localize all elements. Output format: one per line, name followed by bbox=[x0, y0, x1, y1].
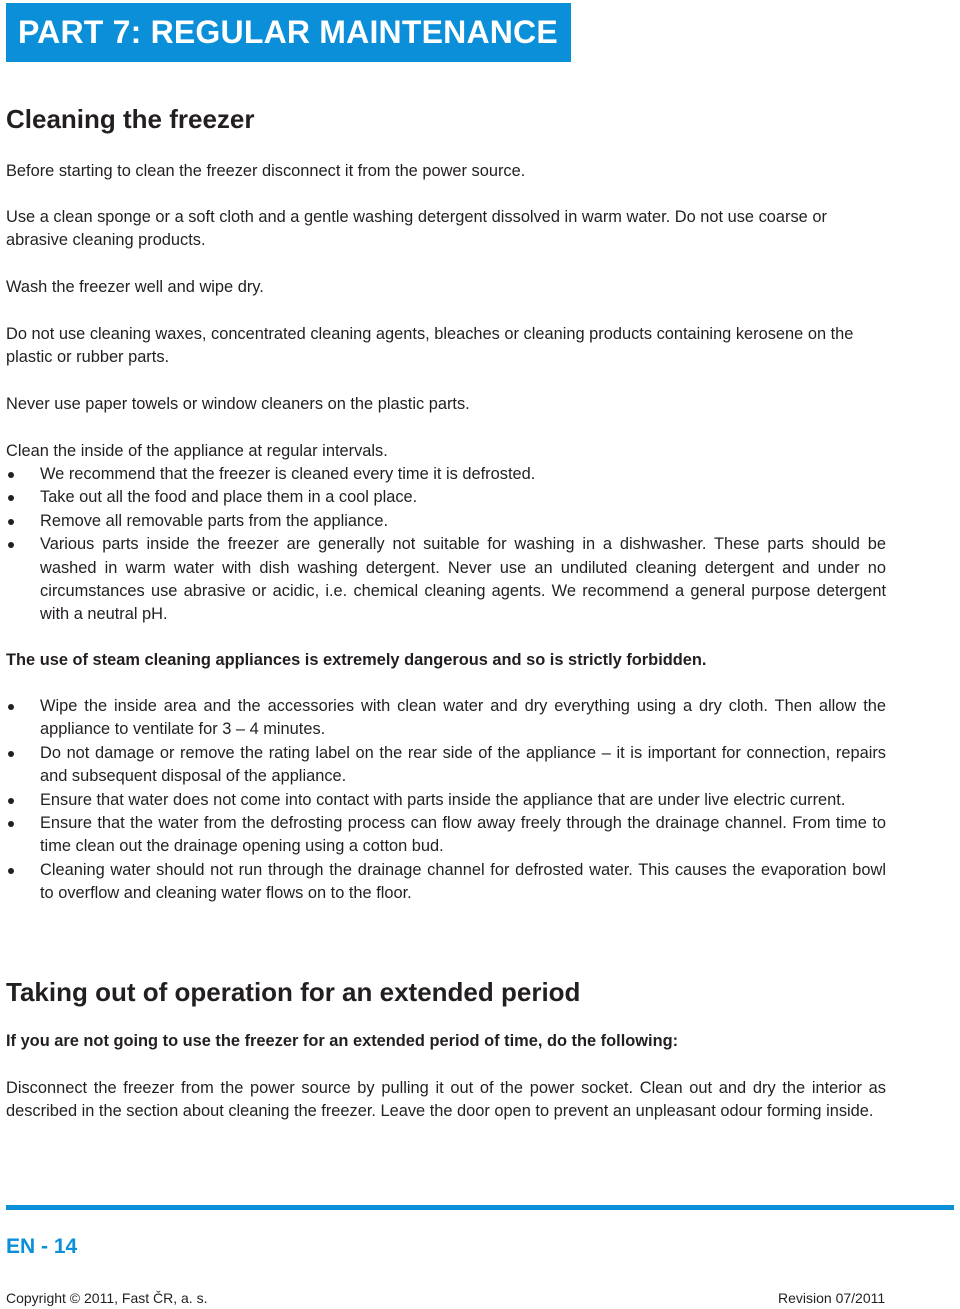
cleaning-list-1 bbox=[6, 463, 886, 627]
list-item: Ensure that water does not come into contact with parts inside the appliance that are under live electric current. bbox=[6, 789, 886, 812]
bullet-icon bbox=[8, 472, 14, 478]
bullet-icon bbox=[8, 519, 14, 525]
section-heading-extended: Taking out of operation for an extended period bbox=[6, 977, 581, 1007]
list-item: Various parts inside the freezer are generally not suitable for washing in a dishwasher. These parts should be washed in warm water with dish washing detergent. Never use an undiluted cleaning detergent and under no circumstances use abrasive or acidic, i.e. chemical cleaning agents. We recommend a general purpose detergent with a neutral pH. bbox=[6, 533, 886, 627]
bullet-icon bbox=[8, 542, 14, 548]
cleaning-list-2 bbox=[6, 695, 886, 906]
list-item: Take out all the food and place them in a cool place. bbox=[6, 486, 886, 509]
list-item: We recommend that the freezer is cleaned every time it is defrosted. bbox=[6, 463, 886, 486]
bullet-icon bbox=[8, 495, 14, 501]
list-item: Ensure that the water from the defrosting process can flow away freely through the drainage channel. From time to time clean out the drainage opening using a cotton bud. bbox=[6, 812, 886, 859]
bullet-icon bbox=[8, 751, 14, 757]
paragraph-disconnect: Before starting to clean the freezer disconnect it from the power source. bbox=[6, 162, 526, 180]
copyright-notice: Copyright © 2011, Fast ČR, a. s. bbox=[6, 1290, 208, 1306]
bullet-icon bbox=[8, 704, 14, 710]
steam-warning: The use of steam cleaning appliances is extremely dangerous and so is strictly forbidden. bbox=[6, 651, 707, 669]
revision-label: Revision 07/2011 bbox=[778, 1290, 886, 1306]
paragraph-sponge: Use a clean sponge or a soft cloth and a gentle washing detergent dissolved in warm water. Do not use coarse or abrasive cleaning products. bbox=[6, 208, 827, 250]
list-item: Do not damage or remove the rating label on the rear side of the appliance – it is important for connection, repairs and subsequent disposal of the appliance. bbox=[6, 742, 886, 789]
paragraph-disconnect-socket: Disconnect the freezer from the power source by pulling it out of the power socket. Clean out and dry the interior as described in the section about cleaning the freezer. Leave the door open to prevent an unpleasant odour forming inside. bbox=[6, 1079, 886, 1121]
footer-divider bbox=[6, 1205, 954, 1210]
paragraph-regular-intervals: Clean the inside of the appliance at regular intervals. bbox=[6, 442, 388, 460]
paragraph-waxes: Do not use cleaning waxes, concentrated cleaning agents, bleaches or cleaning products containing kerosene on the plastic or rubber parts. bbox=[6, 325, 854, 367]
bullet-icon bbox=[8, 868, 14, 874]
list-item: Cleaning water should not run through the drainage channel for defrosted water. This causes the evaporation bowl to overflow and cleaning water flows on to the floor. bbox=[6, 859, 886, 906]
paragraph-wash: Wash the freezer well and wipe dry. bbox=[6, 278, 264, 296]
list-item: Wipe the inside area and the accessories with clean water and dry everything using a dry cloth. Then allow the appliance to ventilate for 3 – 4 minutes. bbox=[6, 695, 886, 742]
extended-intro: If you are not going to use the freezer for an extended period of time, do the following: bbox=[6, 1032, 679, 1050]
page-number: EN - 14 bbox=[6, 1235, 78, 1258]
paragraph-paper-towels: Never use paper towels or window cleaners on the plastic parts. bbox=[6, 395, 470, 413]
list-item: Remove all removable parts from the appliance. bbox=[6, 510, 886, 533]
bullet-icon bbox=[8, 798, 14, 804]
bullet-icon bbox=[8, 821, 14, 827]
section-heading-cleaning: Cleaning the freezer bbox=[6, 104, 255, 134]
part-title-banner: PART 7: REGULAR MAINTENANCE bbox=[6, 3, 571, 62]
